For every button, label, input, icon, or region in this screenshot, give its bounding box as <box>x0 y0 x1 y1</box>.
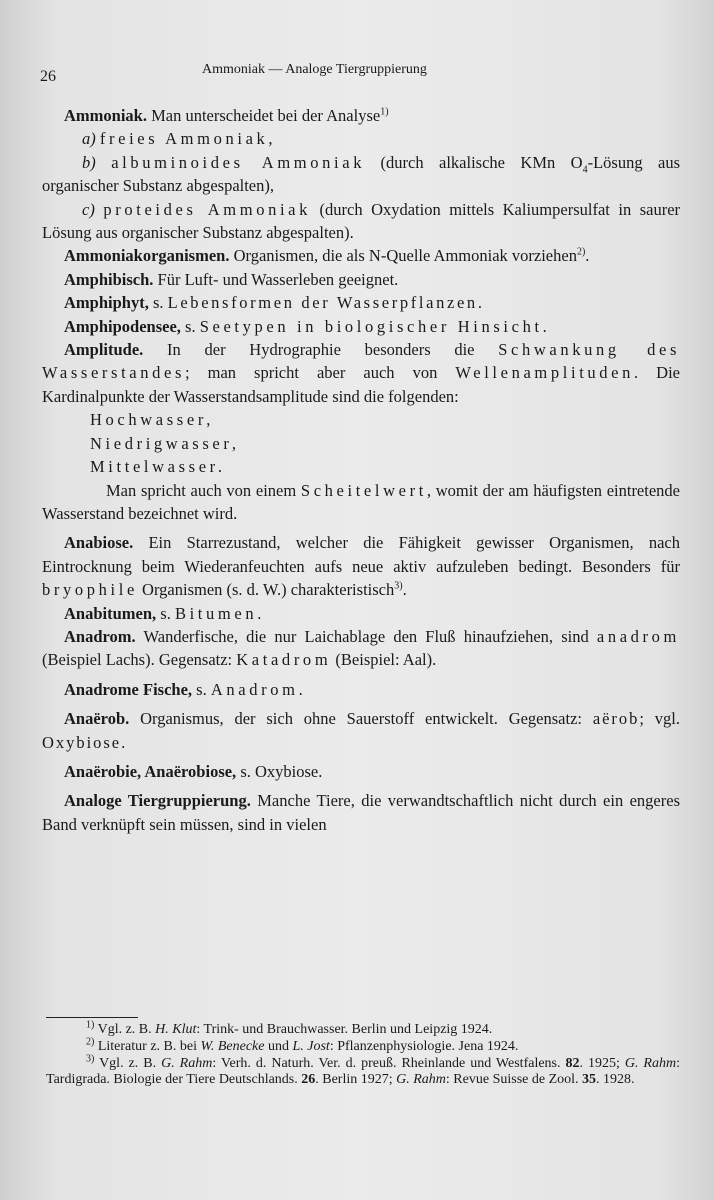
entry-text: (Beispiel: Aal). <box>331 650 437 670</box>
footnote-author: W. Benecke <box>200 1038 265 1054</box>
entry-text: Wanderfische, die nur Laichablage den Fluß hinaufziehen, sind <box>135 626 597 646</box>
entry-text: ; vgl. <box>639 709 680 729</box>
spaced-term: Oxybiose <box>42 732 122 752</box>
footnote-text: : Tardigrada. Biologie der Tiere Deutschlands. <box>46 1055 680 1088</box>
entry-text: . <box>542 316 547 336</box>
entry-head: Anadrome Fische, <box>64 679 193 699</box>
entry-ammoniakorganismen <box>42 244 680 267</box>
list-item: Mittelwasser. <box>90 457 226 477</box>
footnote-text: Vgl. z. B. <box>94 1055 162 1071</box>
footnote-text: : Revue Suisse de Zool. <box>445 1072 583 1088</box>
entry-text: (Beispiel Lachs). Gegensatz: <box>42 650 237 670</box>
footnote-text: . 1928. <box>596 1072 635 1088</box>
entry-text: s. Oxybiose. <box>236 761 323 781</box>
entry-head: Amphiphyt, <box>64 293 149 313</box>
entry-text: . <box>298 679 303 699</box>
footnote-2 <box>46 1036 680 1056</box>
entry-text: . <box>402 580 407 600</box>
entry-head: Amphibisch. <box>64 269 154 289</box>
spaced-term: Wellenamplituden <box>455 363 635 383</box>
spaced-term: Scheitelwert <box>300 480 427 500</box>
volume-number: 35 <box>582 1072 597 1088</box>
entry-ammoniak-c <box>42 198 680 245</box>
volume-number: 26 <box>301 1072 316 1088</box>
item-label: c) <box>82 199 95 219</box>
footnotes <box>46 1019 680 1089</box>
dictionary-body <box>42 104 680 836</box>
entry-head: Ammoniak. <box>64 106 147 125</box>
entry-text: s. <box>156 603 175 623</box>
spaced-term: Anadrom <box>210 679 299 699</box>
footnote-author: G. Rahm <box>396 1072 446 1088</box>
entry-head: Amplitude. <box>64 340 144 360</box>
entry-head: Anadrom. <box>64 626 136 646</box>
entry-analoge-tiergruppierung <box>42 789 680 836</box>
spaced-term: Bitumen <box>174 603 258 623</box>
entry-head: Anabitumen, <box>64 603 157 623</box>
entry-text: Man spricht auch von einem <box>106 480 301 500</box>
spaced-term: bryophile <box>42 580 138 600</box>
entry-text: . <box>121 732 126 752</box>
spaced-term: Katadrom <box>236 650 332 670</box>
footnote-text: . Berlin 1927; <box>315 1072 397 1088</box>
entry-anabiose <box>42 531 680 601</box>
footnote-text: : Verh. d. Naturh. Ver. d. preuß. Rheinlande und Westfalens. <box>212 1055 566 1071</box>
list-item: Hochwasser, <box>90 410 215 430</box>
footnote-1 <box>46 1019 680 1039</box>
footnote-text: Vgl. z. B. <box>94 1022 156 1037</box>
entry-anadrome-fische <box>42 678 680 701</box>
footnote-mark: 3) <box>86 1052 95 1064</box>
footnote-text: . 1925; <box>579 1055 625 1071</box>
footnote-ref: 2) <box>576 246 586 258</box>
entry-text: s. <box>180 316 200 336</box>
entry-ammoniak-a <box>42 127 680 150</box>
entry-text: Für Luft- und Wasserleben geeignet. <box>153 269 399 289</box>
entry-text: s. <box>148 293 168 313</box>
entry-text: Organismus, der sich ohne Sauerstoff entwickelt. Gegensatz: <box>129 709 593 729</box>
spaced-term: Schwankung des Wasserstandes <box>42 340 680 383</box>
entry-text: Ein Starrezustand, welcher die Fähigkeit gewisser Organismen, nach Eintrocknung beim Wiederanfeuchten aufs neue aktiv aufzuleben bedingt. Besonders für <box>42 533 680 576</box>
entry-text: . <box>585 246 590 266</box>
amplitude-list <box>42 408 680 478</box>
list-item: Niedrigwasser, <box>90 433 240 453</box>
footnote-author: L. Jost <box>292 1038 330 1054</box>
footnote-author: G. Rahm <box>624 1055 677 1071</box>
entry-text: -Lösung aus organischer Substanz abgespalten), <box>42 152 681 196</box>
footnote-rule <box>46 1017 138 1018</box>
entry-text: . Die Kardinalpunkte der Wasserstandsamplitude sind die folgenden: <box>42 363 680 406</box>
entry-head: Ammoniakorganismen. <box>64 246 230 266</box>
footnote-mark: 1) <box>86 1019 95 1031</box>
footnote-text: : Trink- und Brauchwasser. Berlin und Leipzig 1924. <box>196 1022 493 1037</box>
entry-head: Amphipodensee, <box>64 316 181 336</box>
footnote-text: Literatur z. B. bei <box>94 1038 201 1054</box>
entry-anabitumen <box>42 602 680 625</box>
entry-text: Organismen (s. d. W.) charakteristisch <box>137 580 395 600</box>
spaced-term: aërob <box>592 709 640 729</box>
entry-ammoniak-b <box>42 151 680 198</box>
entry-text: (durch Oxydation mittels Kaliumpersulfat in saurer Lösung aus organischer Substanz abgespalten). <box>42 199 681 243</box>
entry-ammoniak <box>42 104 680 127</box>
volume-number: 82 <box>565 1055 580 1071</box>
entry-text: In der Hydrographie besonders die <box>143 340 499 360</box>
spaced-term: proteides Ammoniak <box>103 199 311 219</box>
entry-text: Organismen, die als N-Quelle Ammoniak vorziehen <box>229 246 577 266</box>
entry-text: ; man spricht aber auch von <box>185 363 456 383</box>
entry-amphipodensee <box>42 315 680 338</box>
entry-amplitude <box>42 338 680 408</box>
footnote-author: H. Klut <box>155 1022 197 1037</box>
entry-text: , womit der am häufigsten eintretende Wasserstand bezeichnet wird. <box>42 480 680 523</box>
entry-text: (durch alkalische KMn O <box>365 152 583 172</box>
entry-head: Anabiose. <box>64 533 134 553</box>
entry-amphibisch <box>42 268 680 291</box>
entry-head: Anaërobie, Anaërobiose, <box>64 761 237 781</box>
footnote-3 <box>46 1052 680 1090</box>
page-header <box>40 62 680 86</box>
footnote-ref: 1) <box>380 106 389 118</box>
entry-anaerobie <box>42 760 680 783</box>
entry-anaerob <box>42 707 680 754</box>
spaced-term: freies Ammoniak, <box>99 129 277 149</box>
spaced-term: Lebensformen der Wasserpflanzen <box>167 293 478 313</box>
entry-head: Anaërob. <box>64 709 130 729</box>
entry-text: . <box>257 603 262 623</box>
subscript: 4 <box>582 164 588 176</box>
item-label: b) <box>82 152 96 172</box>
entry-anadrom <box>42 625 680 672</box>
spaced-term: albuminoides Ammoniak <box>111 152 366 172</box>
amplitude-continuation <box>42 479 680 526</box>
entry-head: Analoge Tiergruppierung. <box>64 791 251 811</box>
page-number: 26 <box>40 68 56 85</box>
footnote-ref: 3) <box>394 580 403 592</box>
entry-text: . <box>477 293 482 313</box>
footnote-mark: 2) <box>86 1036 95 1048</box>
entry-amphiphyt <box>42 291 680 314</box>
spaced-term: anadrom <box>596 626 680 646</box>
entry-text: Man unterscheidet bei der Analyse <box>146 106 381 125</box>
spaced-term: Seetypen in biologischer Hinsicht <box>199 316 543 336</box>
item-label: a) <box>82 129 96 149</box>
entry-text: s. <box>192 679 211 699</box>
running-title: Ammoniak — Analoge Tiergruppierung <box>202 62 427 77</box>
entry-text: Manche Tiere, die verwandtschaftlich nicht durch ein engeres Band verknüpft sein müssen, sind in vielen <box>42 791 680 834</box>
footnote-text: : Pflanzenphysiologie. Jena 1924. <box>329 1038 519 1054</box>
footnote-text: und <box>264 1038 293 1054</box>
footnote-author: G. Rahm <box>161 1055 213 1071</box>
